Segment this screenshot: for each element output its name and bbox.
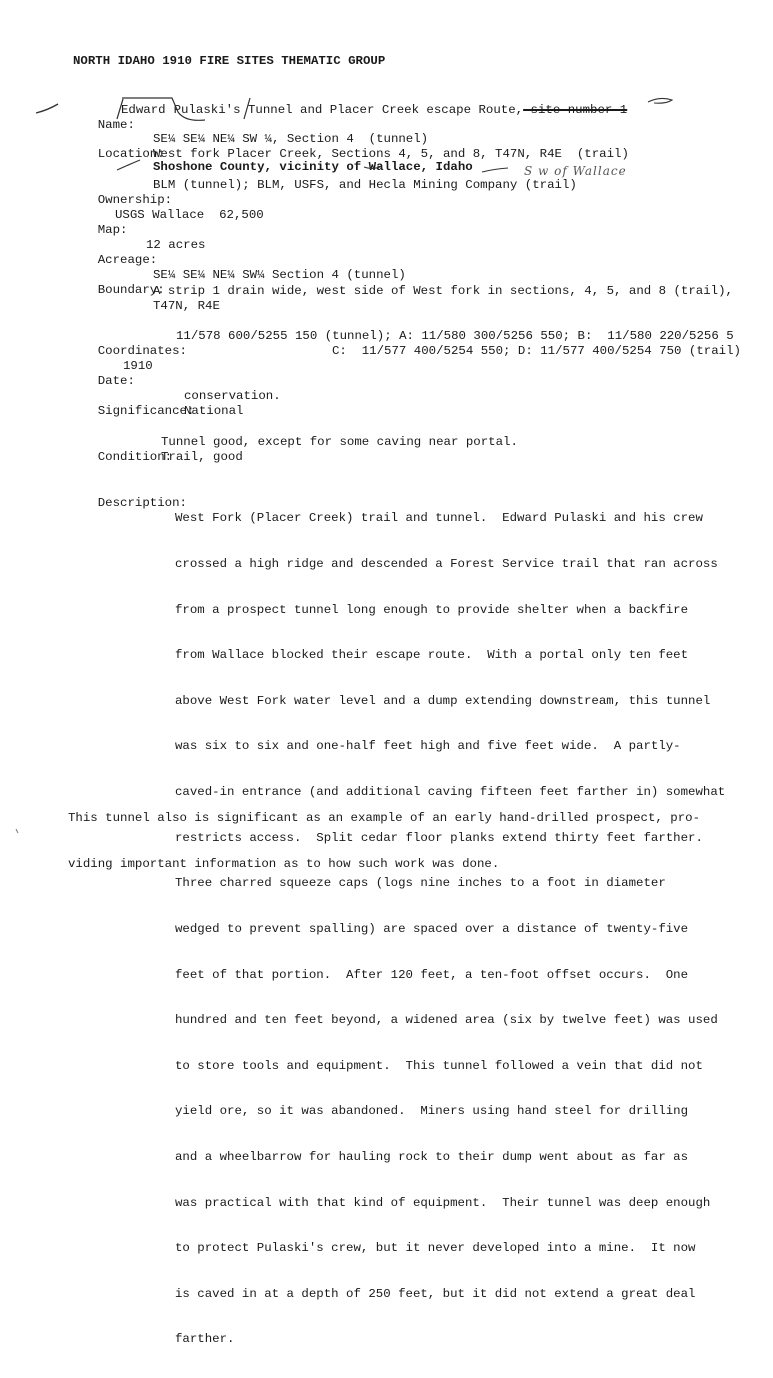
description-line: above West Fork water level and a dump extending downstream, this tunnel [175, 693, 711, 708]
closing-line: This tunnel also is significant as an example of an early hand-drilled prospect, pro- [68, 811, 701, 826]
description-line: restricts access. Split cedar floor planks extend thirty feet farther. [175, 830, 703, 845]
description-line: West Fork (Placer Creek) trail and tunnel. Edward Pulaski and his crew [175, 511, 703, 526]
stray-mark [16, 829, 18, 833]
significance-line2: National [184, 404, 244, 418]
location-label: Location: [97, 147, 165, 162]
description-line: from Wallace blocked their escape route. With a portal only ten feet [175, 648, 689, 663]
ownership-label: Ownership: [97, 193, 173, 208]
ownership-value: BLM (tunnel); BLM, USFS, and Hecla Mining Company (trail) [153, 178, 577, 192]
significance-line1: conservation. [184, 389, 281, 403]
boundary-line1: SE¼ SE¼ NE¼ SW¼ Section 4 (tunnel) [153, 268, 406, 282]
map-value: USGS Wallace 62,500 [115, 208, 264, 222]
name-last: Pulaski's [173, 103, 241, 117]
location-line1: SE¼ SE¼ NE¼ SW ¼, Section 4 (tunnel) [153, 132, 429, 146]
description-line: Three charred squeeze caps (logs nine inches to a foot in diameter [175, 876, 666, 891]
coordinates-line1: 11/578 600/5255 150 (tunnel); A: 11/580 300/5256 550; B: 11/580 220/5256 5 [176, 329, 734, 343]
name-label: Name: [97, 118, 135, 133]
coordinates-line2: C: 11/577 400/5254 550; D: 11/577 400/5254 750 (trail) [332, 344, 741, 358]
condition-label: Condition: [97, 450, 173, 465]
description-line: is caved in at a depth of 250 feet, but it did not extend a great deal [175, 1286, 696, 1301]
date-value: 1910 [123, 359, 153, 373]
description-line: to protect Pulaski's crew, but it never developed into a mine. It now [175, 1241, 696, 1256]
date-label: Date: [97, 374, 135, 389]
description-line: was six to six and one-half feet high and five feet wide. A partly- [175, 739, 681, 754]
handwritten-note: S w of Wallace [524, 164, 627, 178]
location-line2: West fork Placer Creek, Sections 4, 5, and 8, T47N, R4E (trail) [153, 147, 629, 161]
significance-label: Significance: [97, 404, 195, 419]
location-row [68, 132, 165, 178]
name-first: Edward [121, 103, 166, 117]
boundary-line3: T47N, R4E [153, 299, 220, 313]
description-body [175, 481, 773, 1378]
map-label: Map: [97, 223, 128, 238]
significance-row [68, 389, 194, 435]
description-row [68, 481, 187, 527]
location-line3: Shoshone County, vicinity of Wallace, Idaho [153, 160, 473, 174]
boundary-row [68, 268, 165, 314]
boundary-line2: A strip 1 drain wide, west side of West fork in sections, 4, 5, and 8 (trail), [153, 284, 733, 298]
description-line: and a wheelbarrow for hauling rock to their dump went about as far as [175, 1149, 689, 1164]
pen-squiggle [648, 98, 672, 103]
description-line: hundred and ten feet beyond, a widened area (six by twelve feet) was used [175, 1013, 718, 1028]
description-line: to store tools and equipment. This tunnel followed a vein that did not [175, 1058, 703, 1073]
acreage-value: 12 acres [146, 238, 206, 252]
condition-line2: Trail, good [161, 450, 243, 464]
description-line: crossed a high ridge and descended a Forest Service trail that ran across [175, 557, 718, 572]
name-rest: Tunnel and Placer Creek escape Route, [240, 103, 524, 117]
acreage-label: Acreage: [97, 253, 158, 268]
name-value [121, 103, 627, 118]
description-label: Description: [97, 496, 187, 511]
description-line: feet of that portion. After 120 feet, a ten-foot offset occurs. One [175, 967, 689, 982]
boundary-label: Boundary: [97, 283, 165, 298]
description-line: wedged to prevent spalling) are spaced over a distance of twenty-five [175, 921, 689, 936]
description-line: from a prospect tunnel long enough to provide shelter when a backfire [175, 602, 689, 617]
name-struck-text: site number 1 [523, 103, 628, 117]
pen-dash [482, 168, 508, 172]
condition-row [68, 435, 172, 481]
description-line: farther. [175, 1332, 235, 1347]
coordinates-label: Coordinates: [97, 344, 187, 359]
description-line: caved-in entrance (and additional caving fifteen feet farther in) somewhat [175, 785, 726, 800]
description-line: was practical with that kind of equipment. Their tunnel was deep enough [175, 1195, 711, 1210]
document-title: NORTH IDAHO 1910 FIRE SITES THEMATIC GROUP [73, 54, 386, 68]
pen-check-mark [36, 104, 58, 113]
closing-line: viding important information as to how such work was done. [68, 857, 500, 872]
closing-paragraph [68, 781, 700, 903]
condition-line1: Tunnel good, except for some caving near portal. [161, 435, 518, 449]
description-line: yield ore, so it was abandoned. Miners using hand steel for drilling [175, 1104, 689, 1119]
